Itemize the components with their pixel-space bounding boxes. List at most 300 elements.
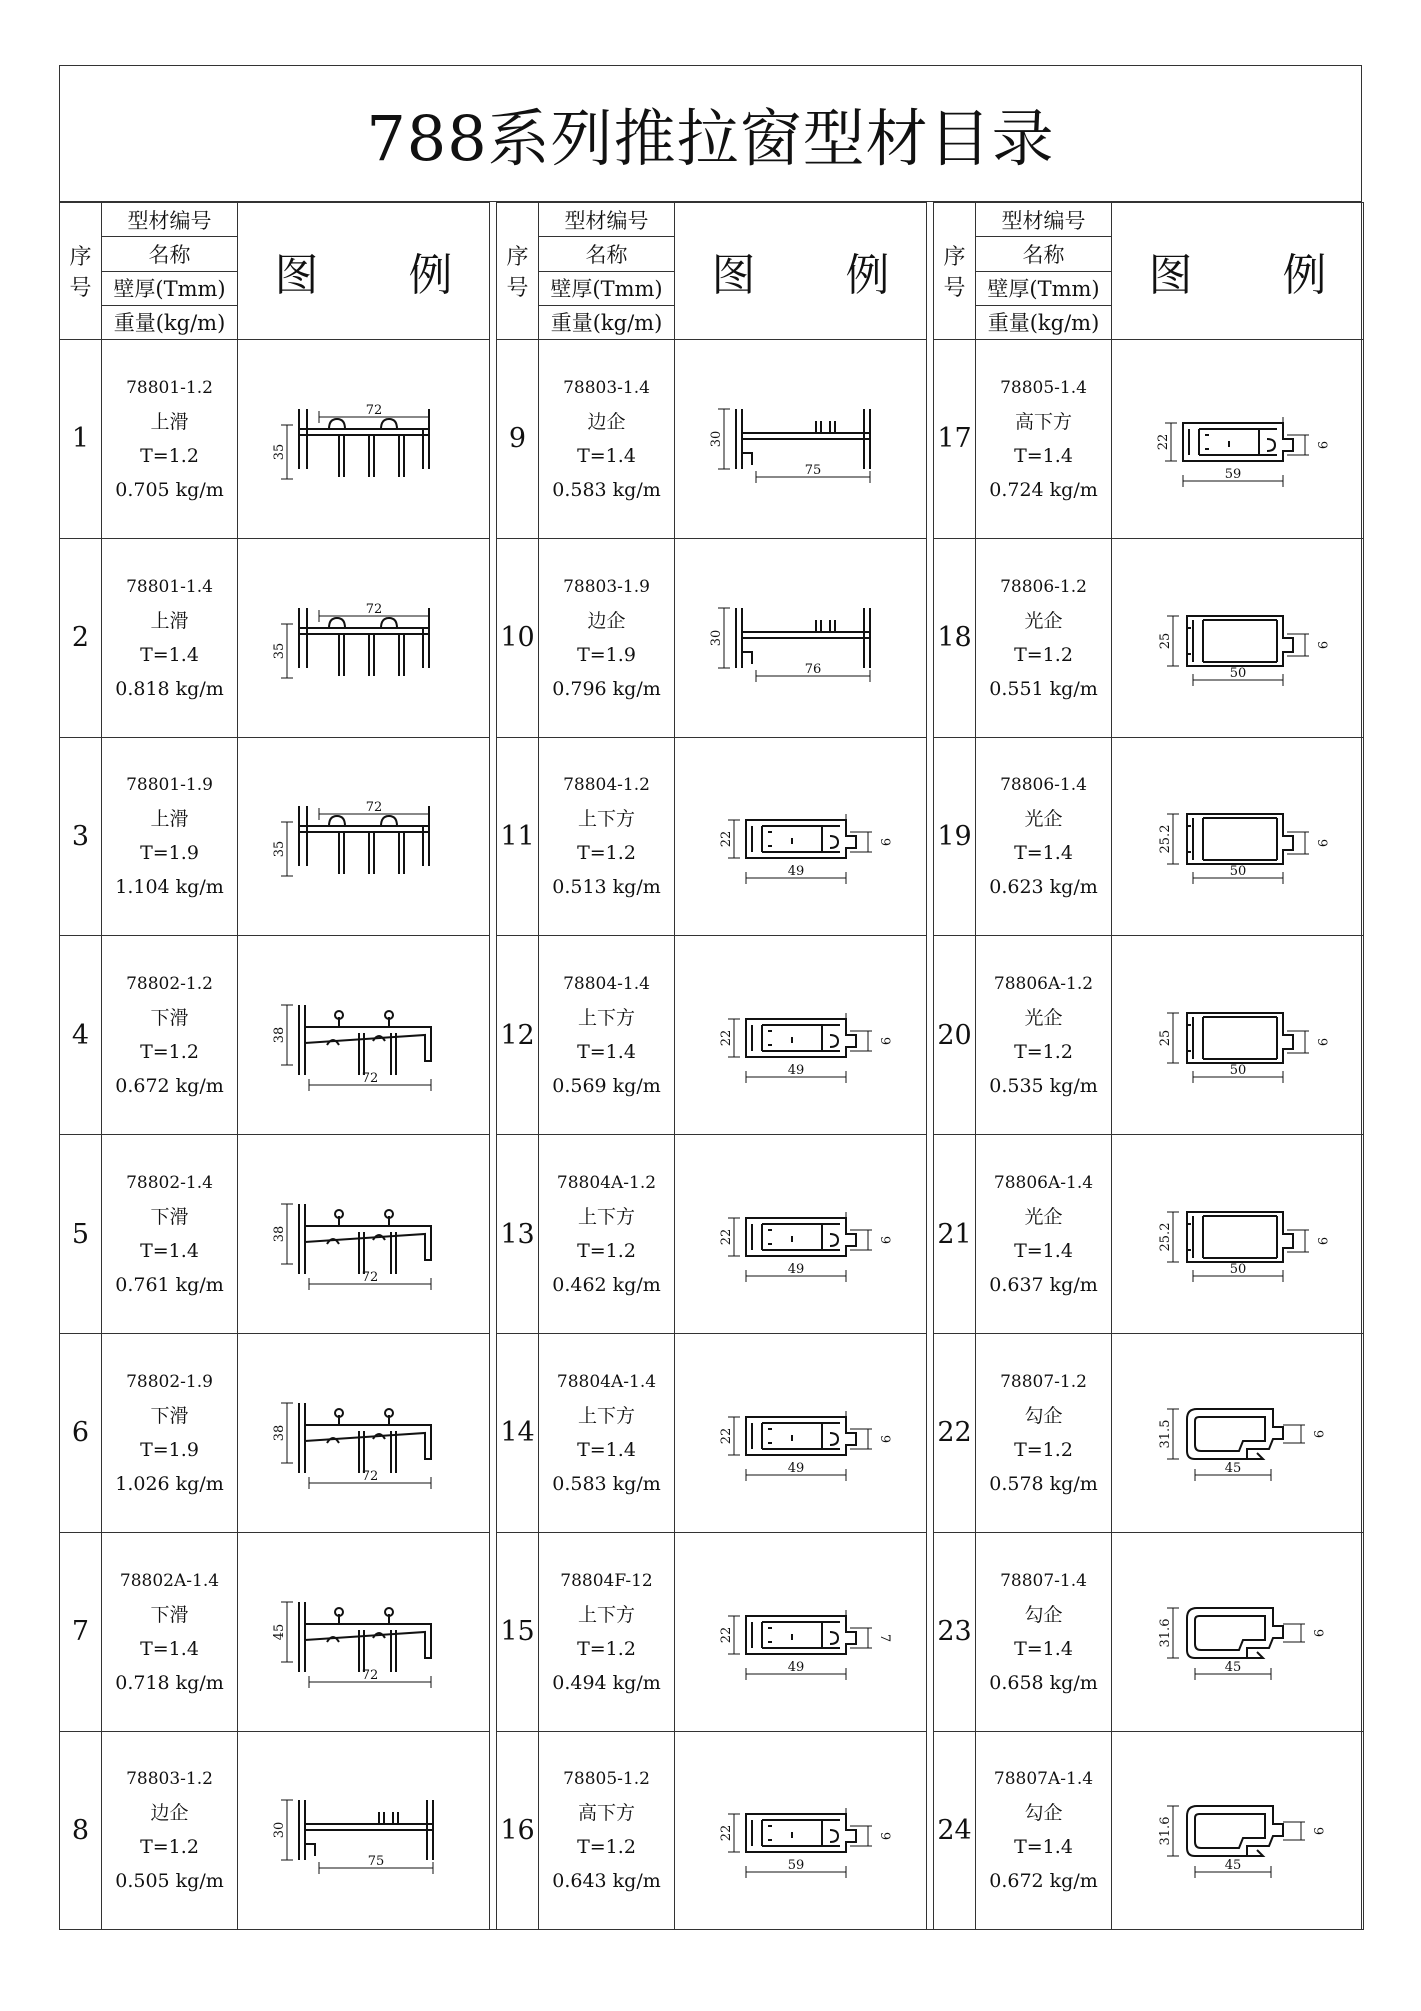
profile-drawing [1112, 936, 1364, 1135]
profile-thickness: T=1.2 [140, 1041, 199, 1064]
dimension-lip: 9 [1309, 1429, 1325, 1439]
profile-weight: 0.672 kg/m [989, 1870, 1098, 1893]
profile-name: 勾企 [1024, 1802, 1063, 1825]
profile-name: 光企 [1024, 1007, 1063, 1030]
table-row [497, 737, 927, 936]
profile-code: 78807-1.2 [1000, 1371, 1087, 1392]
header-thickness: 壁厚(Tmm) [976, 271, 1112, 305]
profile-thickness: T=1.4 [577, 444, 636, 467]
profile-code: 78802-1.9 [126, 1371, 213, 1392]
profile-code: 78805-1.4 [1000, 377, 1087, 398]
dimension-height: 22 [718, 1427, 734, 1445]
profile-section-diagram [706, 369, 896, 509]
profile-info [102, 1135, 238, 1334]
dimension-height: 35 [271, 841, 287, 858]
dimension-width: 75 [367, 1854, 384, 1870]
profile-weight: 0.583 kg/m [552, 1472, 661, 1495]
dimension-width: 75 [804, 462, 821, 478]
profile-weight: 0.569 kg/m [552, 1075, 661, 1098]
dimension-lip: 9 [1313, 440, 1329, 450]
dimension-height: 30 [708, 430, 724, 448]
row-number: 4 [60, 936, 102, 1135]
catalog-column-2 [496, 202, 926, 1930]
profile-thickness: T=1.2 [577, 1836, 636, 1859]
profile-drawing [1112, 340, 1364, 539]
table-row [497, 1333, 927, 1532]
profile-code: 78807A-1.4 [993, 1769, 1094, 1790]
dimension-height: 45 [271, 1623, 287, 1640]
profile-drawing [238, 1333, 490, 1532]
row-number: 19 [934, 737, 976, 936]
dimension-lip: 9 [876, 1235, 892, 1245]
dimension-lip: 9 [1309, 1827, 1325, 1836]
dimension-lip: 9 [1313, 1038, 1329, 1047]
profile-section-diagram [1143, 1562, 1333, 1702]
table-row [497, 936, 927, 1135]
profile-thickness: T=1.4 [1014, 1637, 1073, 1660]
profile-thickness: T=1.2 [1014, 1041, 1073, 1064]
profile-info [102, 1333, 238, 1532]
dimension-lip: 9 [876, 838, 892, 847]
table-row [497, 1135, 927, 1334]
profile-info [539, 737, 675, 936]
profile-code: 78805-1.2 [563, 1769, 650, 1790]
dimension-width: 72 [361, 1071, 378, 1087]
row-number: 9 [497, 340, 539, 539]
header-weight: 重量(kg/m) [539, 305, 675, 339]
dimension-lip: 9 [1313, 640, 1329, 649]
dimension-width: 45 [1224, 1858, 1241, 1874]
profile-info [539, 1333, 675, 1532]
dimension-lip: 9 [1313, 839, 1329, 848]
profile-section-diagram [269, 1760, 459, 1900]
profile-code: 78807-1.4 [1000, 1570, 1087, 1591]
profile-section-diagram [706, 1363, 896, 1503]
profile-drawing [1112, 1333, 1364, 1532]
header-figure [238, 203, 490, 340]
profile-weight: 0.535 kg/m [989, 1075, 1098, 1098]
profile-code: 78806-1.2 [1000, 576, 1087, 597]
profile-info [102, 1532, 238, 1731]
row-number: 2 [60, 538, 102, 737]
profile-info [976, 538, 1112, 737]
table-row [497, 1731, 927, 1930]
dimension-height: 30 [708, 629, 724, 646]
table-row [60, 1731, 490, 1930]
profile-info [976, 340, 1112, 539]
table-row [934, 340, 1364, 539]
dimension-width: 72 [361, 1270, 378, 1286]
dimension-width: 50 [1229, 665, 1246, 681]
dimension-width: 59 [1224, 466, 1241, 482]
profile-code: 78806A-1.2 [993, 974, 1094, 995]
dimension-height: 38 [271, 1424, 287, 1442]
profile-name: 高下方 [577, 1802, 635, 1825]
dimension-height: 31.6 [1157, 1618, 1173, 1648]
profile-weight: 1.026 kg/m [115, 1472, 224, 1495]
profile-drawing [238, 737, 490, 936]
profile-thickness: T=1.2 [577, 1637, 636, 1660]
profile-section-diagram [269, 1164, 459, 1304]
profile-weight: 0.672 kg/m [115, 1075, 224, 1098]
profile-section-diagram [706, 965, 896, 1105]
profile-thickness: T=1.4 [140, 1637, 199, 1660]
profile-code: 78804A-1.4 [556, 1371, 657, 1392]
profile-section-diagram [269, 965, 459, 1105]
dimension-width: 49 [787, 864, 804, 880]
row-number: 11 [497, 737, 539, 936]
dimension-width: 49 [787, 1063, 804, 1079]
header-figure-left: 图 [1148, 250, 1193, 301]
table-row [60, 340, 490, 539]
row-number: 7 [60, 1532, 102, 1731]
profile-weight: 0.658 kg/m [989, 1671, 1098, 1694]
catalog-column-3 [933, 202, 1363, 1930]
profile-drawing [675, 1135, 927, 1334]
header-thickness: 壁厚(Tmm) [539, 271, 675, 305]
profile-name: 上滑 [150, 609, 189, 632]
table-row [60, 737, 490, 936]
profile-name: 上滑 [150, 410, 189, 433]
profile-thickness: T=1.4 [1014, 1240, 1073, 1263]
table-row [60, 1333, 490, 1532]
dimension-height: 25 [1157, 1030, 1173, 1047]
profile-code: 78801-1.2 [126, 377, 213, 398]
profile-code: 78803-1.4 [563, 377, 650, 398]
row-number: 16 [497, 1731, 539, 1930]
table-row [497, 340, 927, 539]
profile-name: 光企 [1024, 1206, 1063, 1229]
dimension-width: 76 [804, 661, 821, 677]
table-row [934, 1731, 1364, 1930]
profile-thickness: T=1.4 [140, 643, 199, 666]
profile-weight: 0.513 kg/m [552, 876, 661, 899]
profile-section-diagram [706, 1760, 896, 1900]
table-row [934, 1532, 1364, 1731]
profile-section-diagram [1143, 766, 1333, 906]
catalog-table [496, 202, 927, 1930]
dimension-lip: 9 [1313, 1236, 1329, 1246]
profile-thickness: T=1.2 [577, 842, 636, 865]
row-number: 10 [497, 538, 539, 737]
profile-info [539, 340, 675, 539]
header-figure-right: 例 [845, 250, 890, 301]
table-row [497, 538, 927, 737]
profile-thickness: T=1.4 [140, 1240, 199, 1263]
profile-drawing [238, 936, 490, 1135]
profile-drawing [238, 1731, 490, 1930]
dimension-lip: 7 [876, 1633, 892, 1642]
profile-code: 78803-1.9 [563, 576, 650, 597]
profile-name: 下滑 [150, 1603, 189, 1626]
dimension-height: 22 [718, 1228, 734, 1246]
profile-name: 勾企 [1024, 1603, 1063, 1626]
profile-drawing [238, 340, 490, 539]
header-thickness: 壁厚(Tmm) [102, 271, 238, 305]
header-weight: 重量(kg/m) [102, 305, 238, 339]
profile-name: 上滑 [150, 808, 189, 831]
profile-drawing [1112, 538, 1364, 737]
catalog-table [59, 202, 490, 1930]
dimension-lip: 9 [876, 1037, 892, 1046]
header-code: 型材编号 [102, 203, 238, 237]
header-no: 序号 [497, 203, 539, 340]
dimension-height: 35 [271, 642, 287, 659]
profile-code: 78804F-12 [560, 1570, 653, 1591]
profile-name: 光企 [1024, 609, 1063, 632]
profile-section-diagram [1143, 568, 1333, 708]
profile-weight: 0.578 kg/m [989, 1472, 1098, 1495]
profile-info [976, 1731, 1112, 1930]
profile-section-diagram [706, 1562, 896, 1702]
dimension-width: 72 [361, 1468, 378, 1484]
profile-weight: 0.494 kg/m [552, 1671, 661, 1694]
profile-section-diagram [706, 568, 896, 708]
profile-weight: 0.724 kg/m [989, 478, 1098, 501]
profile-info [539, 1731, 675, 1930]
dimension-height: 25.2 [1157, 1222, 1173, 1252]
profile-section-diagram [1143, 1760, 1333, 1900]
profile-drawing [675, 340, 927, 539]
table-row [60, 1532, 490, 1731]
row-number: 24 [934, 1731, 976, 1930]
profile-info [539, 1135, 675, 1334]
profile-name: 上下方 [577, 808, 635, 831]
profile-drawing [675, 1532, 927, 1731]
table-row [934, 1333, 1364, 1532]
header-figure-right: 例 [1282, 250, 1327, 301]
profile-info [976, 1532, 1112, 1731]
profile-thickness: T=1.2 [577, 1240, 636, 1263]
profile-info [102, 340, 238, 539]
profile-section-diagram [1143, 369, 1333, 509]
header-name: 名称 [102, 237, 238, 271]
header-no: 序号 [60, 203, 102, 340]
row-number: 22 [934, 1333, 976, 1532]
profile-code: 78802A-1.4 [119, 1570, 220, 1591]
profile-section-diagram [269, 369, 459, 509]
row-number: 17 [934, 340, 976, 539]
dimension-height: 22 [718, 1030, 734, 1047]
header-name: 名称 [976, 237, 1112, 271]
profile-section-diagram [706, 766, 896, 906]
dimension-lip: 9 [1309, 1628, 1325, 1637]
profile-info [102, 1731, 238, 1930]
profile-name: 上下方 [577, 1404, 635, 1427]
profile-weight: 0.505 kg/m [115, 1870, 224, 1893]
profile-drawing [675, 1731, 927, 1930]
table-row [60, 538, 490, 737]
dimension-width: 72 [361, 1667, 378, 1683]
header-figure-right: 例 [408, 250, 453, 301]
profile-drawing [1112, 1532, 1364, 1731]
profile-section-diagram [269, 766, 459, 906]
dimension-height: 31.5 [1157, 1419, 1173, 1449]
dimension-height: 38 [271, 1225, 287, 1243]
profile-name: 光企 [1024, 808, 1063, 831]
profile-weight: 0.643 kg/m [552, 1870, 661, 1893]
row-number: 21 [934, 1135, 976, 1334]
dimension-height: 22 [718, 1825, 734, 1842]
row-number: 3 [60, 737, 102, 936]
table-row [934, 936, 1364, 1135]
table-row [60, 936, 490, 1135]
profile-drawing [675, 1333, 927, 1532]
profile-info [102, 538, 238, 737]
profile-code: 78802-1.4 [126, 1173, 213, 1194]
profile-drawing [675, 737, 927, 936]
profile-info [102, 936, 238, 1135]
dimension-height: 30 [271, 1822, 287, 1839]
profile-code: 78804-1.4 [563, 974, 650, 995]
profile-weight: 0.705 kg/m [115, 478, 224, 501]
profile-info [102, 737, 238, 936]
profile-weight: 0.637 kg/m [989, 1274, 1098, 1297]
profile-info [539, 1532, 675, 1731]
profile-code: 78803-1.2 [126, 1769, 213, 1790]
table-row [934, 737, 1364, 936]
profile-thickness: T=1.4 [1014, 444, 1073, 467]
profile-weight: 0.761 kg/m [115, 1274, 224, 1297]
profile-thickness: T=1.9 [140, 842, 199, 865]
dimension-width: 72 [365, 402, 382, 418]
profile-weight: 1.104 kg/m [115, 876, 224, 899]
header-no: 序号 [934, 203, 976, 340]
profile-code: 78802-1.2 [126, 974, 213, 995]
dimension-width: 50 [1229, 864, 1246, 880]
page-title: 788系列推拉窗型材目录 [59, 65, 1362, 202]
dimension-height: 38 [271, 1027, 287, 1044]
profile-name: 下滑 [150, 1007, 189, 1030]
profile-weight: 0.796 kg/m [552, 677, 661, 700]
profile-thickness: T=1.4 [1014, 842, 1073, 865]
dimension-width: 72 [365, 800, 382, 816]
row-number: 13 [497, 1135, 539, 1334]
profile-thickness: T=1.2 [1014, 1438, 1073, 1461]
dimension-height: 25.2 [1157, 825, 1173, 854]
header-figure-left: 图 [274, 250, 319, 301]
profile-section-diagram [706, 1164, 896, 1304]
profile-info [539, 936, 675, 1135]
dimension-height: 22 [1155, 433, 1171, 451]
profile-name: 边企 [587, 609, 626, 632]
header-code: 型材编号 [539, 203, 675, 237]
table-row [934, 538, 1364, 737]
header-weight: 重量(kg/m) [976, 305, 1112, 339]
profile-drawing [675, 538, 927, 737]
catalog-table [933, 202, 1364, 1930]
dimension-height: 25 [1157, 632, 1173, 649]
header-code: 型材编号 [976, 203, 1112, 237]
dimension-height: 22 [718, 1626, 734, 1643]
profile-name: 高下方 [1014, 410, 1072, 433]
profile-name: 上下方 [577, 1603, 635, 1626]
profile-drawing [675, 936, 927, 1135]
row-number: 6 [60, 1333, 102, 1532]
dimension-height: 31.6 [1157, 1816, 1173, 1846]
row-number: 23 [934, 1532, 976, 1731]
profile-code: 78806A-1.4 [993, 1173, 1094, 1194]
dimension-height: 35 [271, 443, 287, 461]
dimension-lip: 9 [876, 1434, 892, 1444]
profile-section-diagram [1143, 1363, 1333, 1503]
profile-drawing [238, 1532, 490, 1731]
profile-name: 下滑 [150, 1206, 189, 1229]
profile-weight: 0.623 kg/m [989, 876, 1098, 899]
profile-info [976, 737, 1112, 936]
profile-info [976, 1135, 1112, 1334]
profile-thickness: T=1.2 [140, 1836, 199, 1859]
dimension-width: 49 [787, 1460, 804, 1476]
profile-name: 勾企 [1024, 1404, 1063, 1427]
dimension-width: 72 [365, 601, 382, 617]
profile-section-diagram [269, 1562, 459, 1702]
profile-weight: 0.718 kg/m [115, 1671, 224, 1694]
catalog-column-1 [59, 202, 489, 1930]
dimension-width: 50 [1229, 1063, 1246, 1079]
dimension-width: 45 [1224, 1460, 1241, 1476]
profile-drawing [1112, 737, 1364, 936]
row-number: 5 [60, 1135, 102, 1334]
row-number: 18 [934, 538, 976, 737]
profile-weight: 0.583 kg/m [552, 478, 661, 501]
profile-drawing [1112, 1135, 1364, 1334]
row-number: 12 [497, 936, 539, 1135]
row-number: 8 [60, 1731, 102, 1930]
dimension-width: 49 [787, 1262, 804, 1278]
row-number: 20 [934, 936, 976, 1135]
header-figure [675, 203, 927, 340]
profile-section-diagram [1143, 965, 1333, 1105]
profile-drawing [238, 1135, 490, 1334]
table-row [497, 1532, 927, 1731]
profile-thickness: T=1.4 [577, 1041, 636, 1064]
dimension-width: 50 [1229, 1262, 1246, 1278]
profile-section-diagram [269, 1363, 459, 1503]
dimension-lip: 9 [876, 1832, 892, 1841]
profile-name: 边企 [587, 410, 626, 433]
profile-thickness: T=1.4 [1014, 1836, 1073, 1859]
profile-thickness: T=1.9 [140, 1438, 199, 1461]
profile-section-diagram [269, 568, 459, 708]
profile-name: 边企 [150, 1802, 189, 1825]
profile-thickness: T=1.2 [1014, 643, 1073, 666]
dimension-width: 45 [1224, 1659, 1241, 1675]
header-figure-left: 图 [711, 250, 756, 301]
profile-thickness: T=1.2 [140, 444, 199, 467]
header-figure [1112, 203, 1364, 340]
row-number: 1 [60, 340, 102, 539]
dimension-height: 22 [718, 831, 734, 848]
row-number: 14 [497, 1333, 539, 1532]
table-row [934, 1135, 1364, 1334]
profile-weight: 0.462 kg/m [552, 1274, 661, 1297]
profile-name: 下滑 [150, 1404, 189, 1427]
profile-weight: 0.818 kg/m [115, 677, 224, 700]
dimension-width: 49 [787, 1659, 804, 1675]
profile-thickness: T=1.4 [577, 1438, 636, 1461]
row-number: 15 [497, 1532, 539, 1731]
table-row [60, 1135, 490, 1334]
profile-code: 78806-1.4 [1000, 775, 1087, 796]
profile-section-diagram [1143, 1164, 1333, 1304]
profile-drawing [238, 538, 490, 737]
profile-code: 78804-1.2 [563, 775, 650, 796]
profile-drawing [1112, 1731, 1364, 1930]
profile-code: 78801-1.9 [126, 775, 213, 796]
profile-weight: 0.551 kg/m [989, 677, 1098, 700]
profile-info [976, 1333, 1112, 1532]
